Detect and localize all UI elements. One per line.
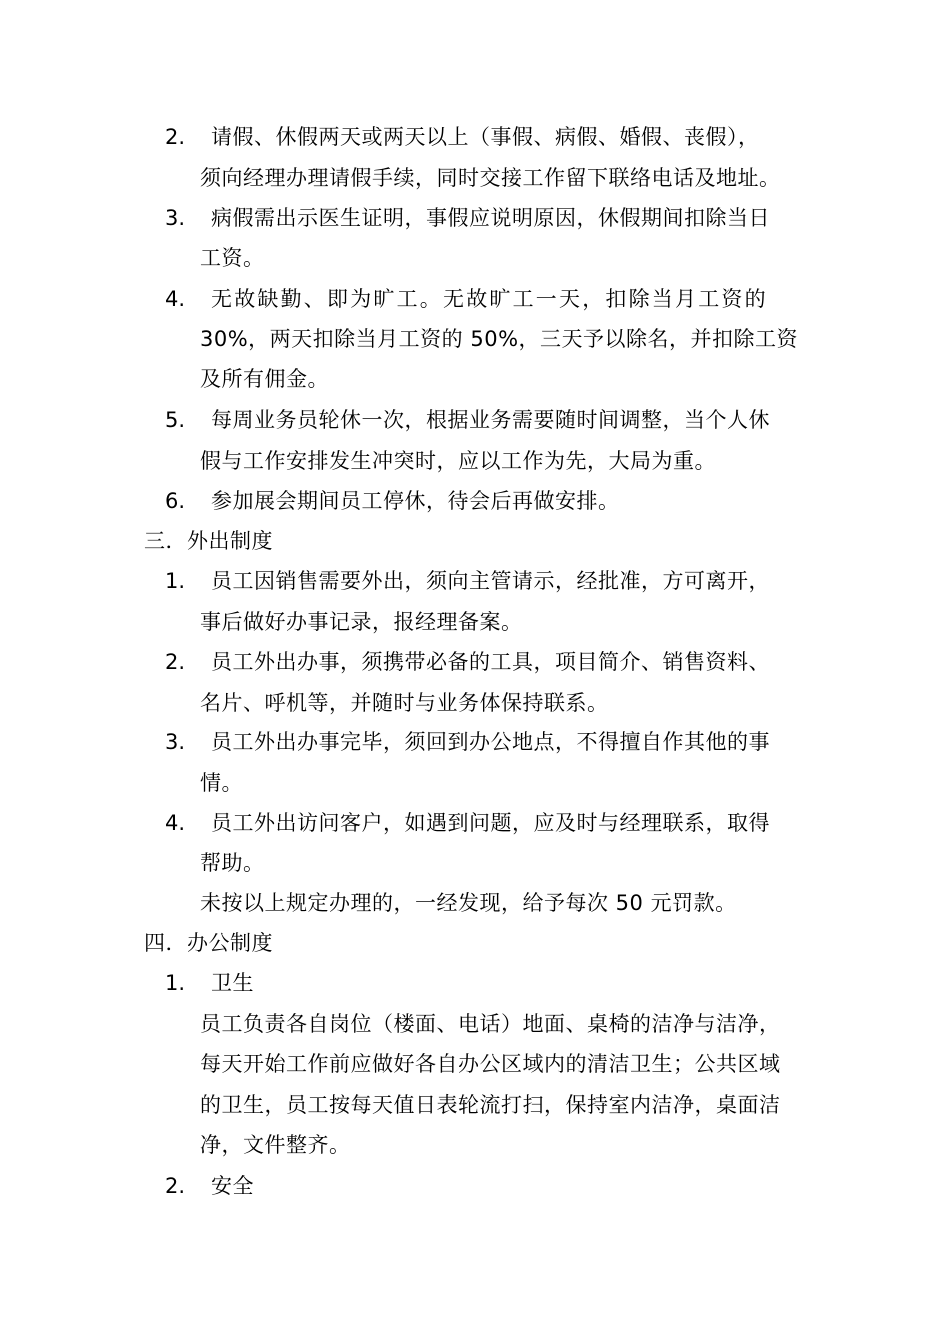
list-item-text: 每周业务员轮休一次，根据业务需要随时间调整，当个人休 (211, 408, 770, 432)
list-number: 2. (165, 1174, 186, 1198)
list-item-text: 事后做好办事记录，报经理备案。 (200, 610, 523, 634)
paragraph-line: 员工负责各自岗位（楼面、电话）地面、桌椅的洁净与洁净， (200, 1012, 781, 1036)
section-heading: 四．办公制度 (144, 931, 273, 955)
list-item-text: 名片、呼机等，并随时与业务体保持联系。 (200, 691, 609, 715)
list-item-text: 病假需出示医生证明，事假应说明原因，休假期间扣除当日 (211, 206, 770, 230)
list-number: 2. (165, 125, 186, 149)
paragraph-line: 每天开始工作前应做好各自办公区域内的清洁卫生；公共区域 (200, 1052, 781, 1076)
list-item-text: 及所有佣金。 (200, 367, 329, 391)
list-number: 2. (165, 650, 186, 674)
subsection-title: 卫生 (211, 971, 254, 995)
list-number: 3. (165, 206, 186, 230)
penalty-note: 未按以上规定办理的，一经发现，给予每次 50 元罚款。 (200, 891, 737, 915)
list-item-text: 假与工作安排发生冲突时，应以工作为先，大局为重。 (200, 449, 716, 473)
list-number: 3. (165, 730, 186, 754)
list-item-text: 工资。 (200, 246, 265, 270)
list-item-text: 员工因销售需要外出，须向主管请示，经批准，方可离开， (211, 569, 770, 593)
paragraph-line: 的卫生，员工按每天值日表轮流打扫，保持室内洁净，桌面洁 (200, 1093, 781, 1117)
list-number: 4. (165, 287, 186, 311)
list-number: 4. (165, 811, 186, 835)
list-item-text: 请假、休假两天或两天以上（事假、病假、婚假、丧假）， (211, 125, 760, 149)
section-heading: 三．外出制度 (144, 529, 273, 553)
list-item-text: 员工外出办事完毕，须回到办公地点，不得擅自作其他的事 (211, 730, 770, 754)
list-number: 5. (165, 408, 186, 432)
list-item-text: 须向经理办理请假手续，同时交接工作留下联络电话及地址。 (200, 166, 781, 190)
list-item-text: 员工外出访问客户，如遇到问题，应及时与经理联系，取得 (211, 811, 770, 835)
list-item-text: 参加展会期间员工停休，待会后再做安排。 (211, 489, 620, 513)
list-item-text: 情。 (200, 771, 243, 795)
list-number: 6. (165, 489, 186, 513)
list-number: 1. (165, 569, 186, 593)
paragraph-line: 净，文件整齐。 (200, 1133, 351, 1157)
subsection-title: 安全 (211, 1174, 254, 1198)
list-item-text: 帮助。 (200, 851, 265, 875)
list-item-text: 30%，两天扣除当月工资的 50%，三天予以除名，并扣除工资 (200, 327, 799, 351)
list-item-text: 员工外出办事，须携带必备的工具，项目简介、销售资料、 (211, 650, 770, 674)
list-number: 1. (165, 971, 186, 995)
list-item-text: 无故缺勤、即为旷工。无故旷工一天，扣除当月工资的 (211, 287, 768, 311)
